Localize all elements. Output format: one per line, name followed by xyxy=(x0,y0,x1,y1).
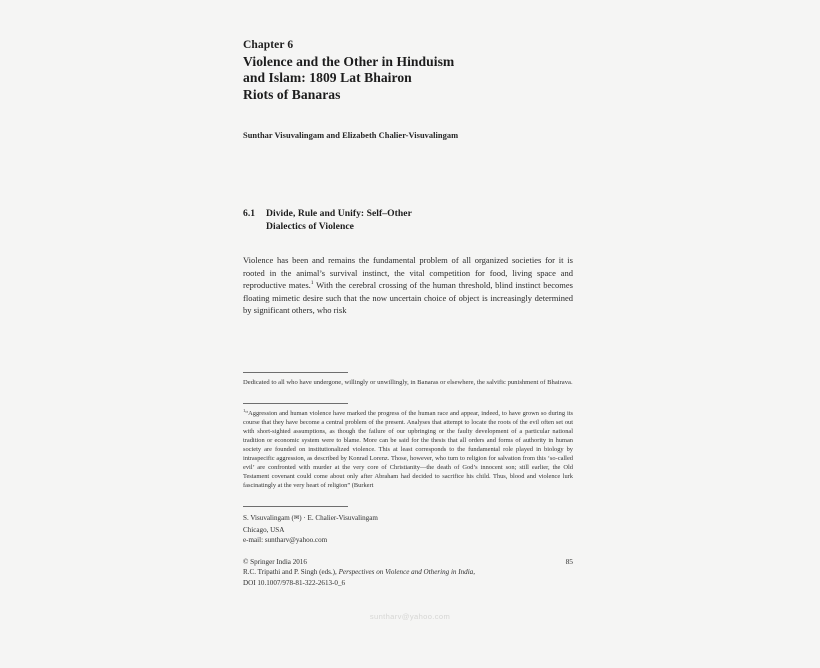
footnote-1 xyxy=(243,409,573,490)
footnote-text: “Aggression and human violence have marked the progress of the human race and appear, indeed, to have grown so during its course that they have become a central problem of the present. Analyses that attempt to locate the roots of the evil often set out with short-sighted assumptions, as though the failure of our upbringing or the faulty development of a particular national tradition or economic system were to blame. More can be said for the thesis that all orders and forms of authority in human society are founded on institutionalized violence. This at least corresponds to the fundamental role played in biology by intraspecific aggression, as described by Konrad Lorenz. Those, however, who turn to religion for salvation from this ‘so-called evil’ are confronted with murder at the very core of Christianity—the death of God’s innocent son; still earlier, the Old Testament covenant could come about only after Abraham had decided to sacrifice his child. Thus, blood and violence lurk fascinatingly at the very heart of religion” (Burkert xyxy=(243,410,573,490)
dedication-separator-rule xyxy=(243,372,348,373)
body-text-after-footnote: With the cerebral crossing of the human threshold, blind instinct becomes floating mimetic desire such that the now uncertain choice of object is increasingly determined by significant others, who risk xyxy=(243,280,574,316)
book-editors: R.C. Tripathi and P. Singh (eds.), xyxy=(243,568,339,577)
body-text-before-footnote: Violence has been and remains the fundamental problem of all organized societies for it is rooted in the animal’s survival instinct, the vital competition for food, living space and reproductive mates. xyxy=(243,255,573,291)
doi-line: DOI 10.1007/978-81-322-2613-0_6 xyxy=(243,578,346,587)
section-number: 6.1 xyxy=(243,208,256,220)
chapter-title-line-1: Violence and the Other in Hinduism xyxy=(243,54,455,69)
chapter-title xyxy=(243,54,573,103)
envelope-icon: ✉ xyxy=(293,514,300,522)
footnote-reference-marker: 1 xyxy=(310,280,314,287)
chapter-title-line-3: Riots of Banaras xyxy=(243,86,341,102)
address-separator-rule xyxy=(243,506,348,507)
chapter-title-line-2: and Islam: 1809 Lat Bhairon xyxy=(243,70,412,86)
book-citation-line xyxy=(243,567,573,578)
section-body-paragraph xyxy=(243,254,573,317)
page-content-column xyxy=(243,0,573,588)
address-email: e-mail: suntharv@yahoo.com xyxy=(243,536,328,545)
dedication-note: Dedicated to all who have undergone, willingly or unwillingly, in Banaras or elsewhere, the salvific punishment of Bhairava. xyxy=(243,379,573,386)
section-heading xyxy=(243,208,573,233)
section-heading-line-1: Divide, Rule and Unify: Self–Other xyxy=(266,208,412,220)
email-watermark: suntharv@yahoo.com xyxy=(369,612,451,621)
address-author-names-prefix: S. Visuvalingam ( xyxy=(243,514,294,523)
copyright-line: © Springer India 2016 xyxy=(243,557,307,566)
copyright-block xyxy=(243,557,573,589)
book-title: Perspectives on Violence and Othering in India, xyxy=(338,568,475,577)
chapter-number: Chapter 6 xyxy=(243,39,294,51)
author-address-block xyxy=(243,513,573,545)
section-heading-line-2: Dialectics of Violence xyxy=(266,220,354,232)
footnote-number: 1 xyxy=(243,408,246,414)
address-location: Chicago, USA xyxy=(243,525,285,534)
page-number: 85 xyxy=(565,556,573,566)
chapter-authors: Sunthar Visuvalingam and Elizabeth Chalier-Visuvalingam xyxy=(243,131,459,141)
footnote-separator-rule xyxy=(243,403,348,404)
address-author-names-suffix: ) · E. Chalier-Visuvalingam xyxy=(299,514,378,523)
address-author-line xyxy=(243,513,573,524)
